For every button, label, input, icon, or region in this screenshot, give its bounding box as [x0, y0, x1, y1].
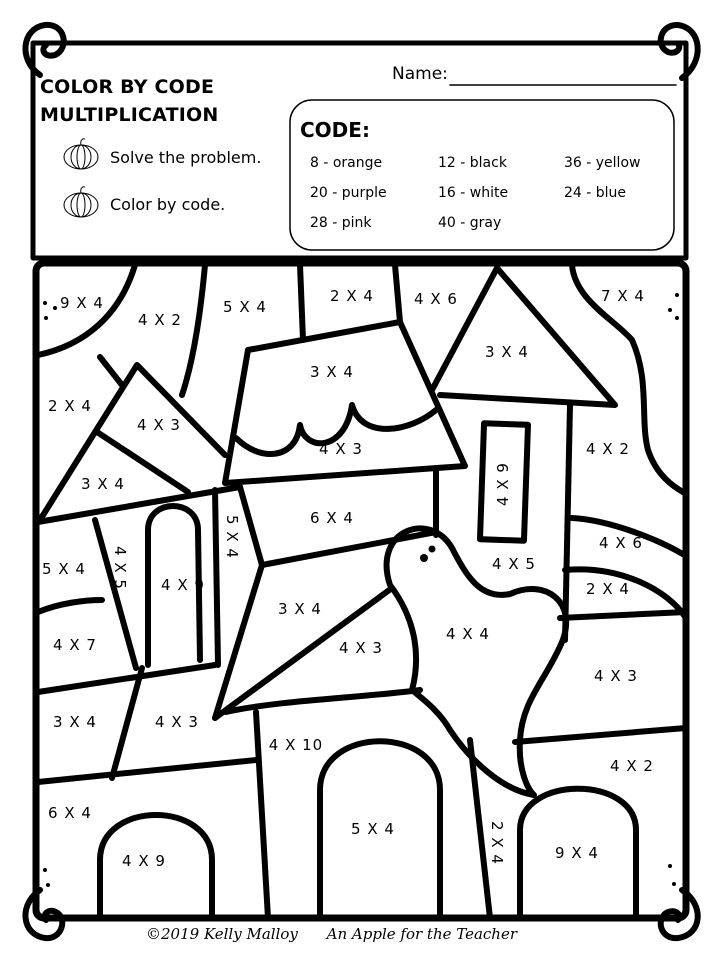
- decorative-dots: [43, 293, 679, 887]
- problem-label: 4 X 3: [339, 639, 383, 657]
- problem-label: 4 X 2: [586, 440, 630, 458]
- problem-label: 4 X 4: [446, 625, 490, 643]
- problem-label: 4 X 7: [53, 636, 97, 654]
- problem-label: 2 X 4: [488, 821, 506, 865]
- code-entry: 8 - orange: [310, 155, 383, 171]
- problem-label: 4 X 9: [494, 462, 512, 506]
- code-entry: 16 - white: [438, 185, 509, 201]
- problem-label: 4 X 3: [319, 440, 363, 458]
- problem-label: 4 X 3: [137, 416, 181, 434]
- brand-text: An Apple for the Teacher: [326, 925, 518, 943]
- problem-label: 4 X 2: [138, 311, 182, 329]
- problem-label: 5 X 4: [42, 560, 86, 578]
- problem-label: 5 X 4: [223, 515, 241, 559]
- ghost-eyes: [420, 546, 436, 563]
- problem-label: 4 X 3: [594, 667, 638, 685]
- problem-label: 5 X 4: [351, 820, 395, 838]
- problem-label: 4 X 5: [111, 546, 129, 590]
- instruction-solve: Solve the problem.: [110, 148, 262, 167]
- code-entry: 40 - gray: [438, 215, 502, 231]
- problem-label: 3 X 4: [53, 713, 97, 731]
- copyright-text: ©2019 Kelly Malloy: [146, 925, 298, 943]
- problem-label: 2 X 4: [330, 287, 374, 305]
- name-label: Name:: [392, 64, 448, 84]
- problem-label: 4 X 10: [268, 736, 324, 754]
- problem-label: 6 X 4: [48, 804, 92, 822]
- problem-label: 2 X 4: [48, 397, 92, 415]
- code-entry: 20 - purple: [310, 185, 387, 201]
- problem-label: 4 X 3: [155, 713, 199, 731]
- problem-label: 9 X 4: [60, 294, 104, 312]
- code-entry: 28 - pink: [310, 215, 372, 231]
- problem-label: 5 X 4: [223, 298, 267, 316]
- problem-label: 9 X 4: [555, 844, 599, 862]
- problem-label: 4 X 9: [161, 576, 205, 594]
- problem-label: 3 X 4: [485, 343, 529, 361]
- problem-label: 4 X 9: [122, 852, 166, 870]
- code-entry: 12 - black: [438, 155, 507, 171]
- pumpkin-icon: [62, 184, 100, 218]
- problem-label: 4 X 6: [599, 534, 643, 552]
- problem-label: 4 X 5: [492, 555, 536, 573]
- code-heading: CODE:: [300, 118, 370, 142]
- problem-label: 3 X 4: [278, 600, 322, 618]
- worksheet-title-line1: COLOR BY CODE: [40, 76, 215, 98]
- problem-label: 7 X 4: [601, 287, 645, 305]
- problem-label: 6 X 4: [310, 509, 354, 527]
- instruction-color: Color by code.: [110, 195, 226, 214]
- problem-label: 4 X 6: [414, 290, 458, 308]
- code-entry: 36 - yellow: [564, 155, 641, 171]
- pumpkin-icon: [62, 136, 100, 170]
- problem-label: 4 X 2: [610, 757, 654, 775]
- problem-label: 2 X 4: [586, 580, 630, 598]
- problem-label: 3 X 4: [81, 475, 125, 493]
- problem-label: 3 X 4: [310, 363, 354, 381]
- footer: [146, 925, 517, 943]
- worksheet-title-line2: MULTIPLICATION: [40, 104, 219, 126]
- code-entry: 24 - blue: [564, 185, 627, 201]
